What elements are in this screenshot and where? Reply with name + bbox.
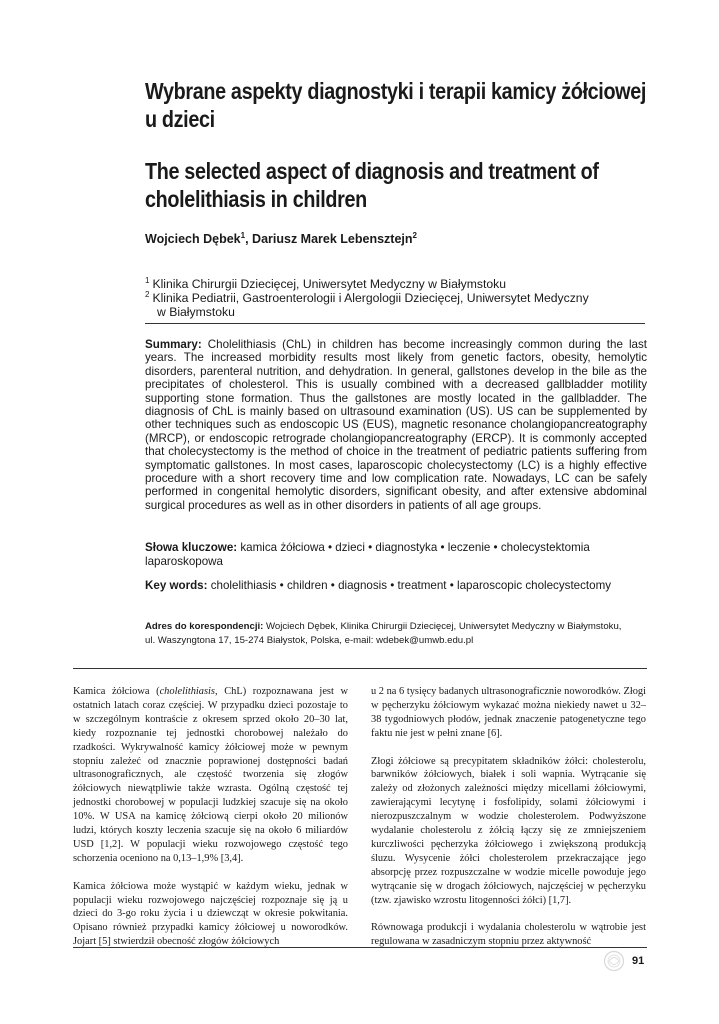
affiliation-2 [145, 288, 665, 319]
keywords-english [145, 579, 647, 593]
summary-text: Cholelithiasis (ChL) in children has become increasingly common during the last years. The increased morbidity results most likely from genetic factors, obesity, hemolytic disorders, parenteral nutrition, and dehydration. In general, gallstones develop in the bile as the precipitates of cholesterol. This is usually combined with a decreased gallbladder motility supporting stone formation. Thus the gallstones are mostly located in the gallbladder. The diagnosis of ChL is mainly based on ultrasound examination (US). US can be supplemented by other techniques such as endoscopic US (EUS), magnetic resonance cholangiopancreatography (MRCP), or endoscopic retrograde cholangiopancreatography (ERCP). It is commonly accepted that cholecystectomy is the method of choice in the treatment of pediatric patients suffering from symptomatic gallstones. In most cases, laparoscopic cholecystectomy (LC) is a highly effective procedure with a short recovery time and low complication rate. Nowadays, LC can be safely performed in congenital hemolytic disorders, significant obesity, and after extensive abdominal surgical procedures as well as in other disorders in patients of all age groups. [145, 338, 647, 512]
affiliation-text: Klinika Pediatrii, Gastroenterologii i Alergologii Dziecięcej, Uniwersytet Medyczny [152, 291, 589, 306]
author-affil-ref: 2 [412, 231, 417, 240]
affiliation-number: 1 [145, 276, 150, 285]
body-text: Kamica żółciowa ( [73, 686, 160, 697]
body-text: , ChL) rozpoznawana jest w ostatnich latach coraz częściej. W przypadku dzieci pozostaje to w szczególnym kontraście z okresem sprzed około 20–30 lat, kiedy rozpoznanie tej jednostki chorobowej należało do rzadkości. Wykrywalność kamicy żółciowej może w pewnym stopniu zależeć od znacznie poprawionej dostępności badań ultrasonograficznych, ale częstość tworzenia się złogów żółciowych niewątpliwie także wzrasta. Ogólną częstość tej jednostki chorobowej w populacji ludzkiej szacuje się na około 10%. W USA na kamicę żółciową cierpi około 20 milionów ludzi, których koszty leczenia szacuje się na około 6 miliardów USD [1,2]. W populacji wieku rozwojowego częstość tego schorzenia oceniono na 0,13–1,9% [3,4]. [73, 686, 349, 864]
author-separator: , [245, 232, 253, 247]
divider [145, 323, 645, 324]
body-paragraph: Złogi żółciowe są precypitatem składników żółci: cholesterolu, barwników żółciowych, białek i soli wapnia. Wytrącanie się zależy od złożonych zależności między micellami żółciowymi, zawierającymi lecytynę i fosfolipidy, solami żółciowymi i nierozpuszczalnym w wodzie cholesterolem. Podwyższone wydalanie cholesterolu z żółcią łączy się ze zmniejszeniem kurczliwości pęcherzyka żółciowego i zwiększoną produkcją śluzu. Wysycenie żółci cholesterolem przekraczające jego absorpcję przez rozpuszczalne w wodzie micelle powoduje jego wytrącanie się w drogach żółciowych, najczęściej w pęcherzyku (tzw. zjawisko wzrostu litogenności żółci) [1,7]. [371, 755, 646, 906]
article-title-english: The selected aspect of diagnosis and treatment of cholelithiasis in children [145, 158, 599, 212]
affiliation-text: Klinika Chirurgii Dziecięcej, Uniwersytet Medyczny w Białymstoku [152, 277, 506, 292]
footer-divider [73, 947, 647, 948]
journal-emblem-icon [603, 950, 625, 972]
correspondence-label: Adres do korespondencji: [145, 621, 264, 632]
correspondence-address [145, 620, 645, 648]
body-paragraph: Równowaga produkcji i wydalania cholesterolu w wątrobie jest regulowana w zasadniczym stopniu przez aktywność [371, 922, 646, 948]
author-name: Dariusz Marek Lebensztejn [252, 232, 413, 247]
body-paragraph [73, 685, 348, 866]
keywords-polish [145, 541, 647, 569]
author-affil-ref: 1 [240, 231, 246, 240]
article-title-polish: Wybrane aspekty diagnostyki i terapii kamicy żółciowej u dzieci [145, 78, 647, 132]
body-column-right [371, 685, 646, 963]
body-paragraph: u 2 na 6 tysięcy badanych ultrasonograficznie noworodków. Złogi w pęcherzyku żółciowym wykazać można niekiedy nawet u 32–38 tygodniowych płodów, jednak znaczenie patogenetyczne tego faktu nie jest w pełni znane [6]. [371, 686, 646, 739]
body-column-left [73, 685, 348, 963]
body-text-italic: cholelithiasis [159, 686, 215, 697]
affiliation-number: 2 [145, 290, 150, 299]
body-paragraph: Kamica żółciowa może wystąpić w każdym wieku, jednak w populacji wieku rozwojowego najczęściej rozpoznaje się ją u dzieci do 3-go roku życia i u dziewcząt w okresie pokwitania. Opisano również przypadki kamicy żółciowej u noworodków. Jojart [5] stwierdził obecność złogów żółciowych [73, 880, 348, 948]
correspondence-line-1: Wojciech Dębek, Klinika Chirurgii Dziecięcej, Uniwersytet Medyczny w Białymstoku, [266, 621, 622, 632]
divider [73, 668, 647, 669]
affiliation-text-continued: w Białymstoku [157, 305, 235, 320]
keywords-polish-label: Słowa kluczowe: [145, 541, 238, 554]
authors [145, 231, 417, 246]
page-number: 91 [632, 955, 645, 967]
author-name: Wojciech Dębek [145, 232, 241, 247]
keywords-polish-text: kamica żółciowa • dzieci • diagnostyka • leczenie • cholecystektomia laparoskopowa [145, 541, 590, 568]
abstract-summary [145, 338, 647, 512]
correspondence-line-2: ul. Waszyngtona 17, 15-274 Białystok, Polska, e-mail: wdebek@umwb.edu.pl [145, 635, 474, 646]
keywords-english-label: Key words: [145, 579, 208, 592]
summary-label: Summary: [145, 338, 202, 351]
keywords-english-text: cholelithiasis • children • diagnosis • treatment • laparoscopic cholecystectomy [210, 579, 612, 592]
